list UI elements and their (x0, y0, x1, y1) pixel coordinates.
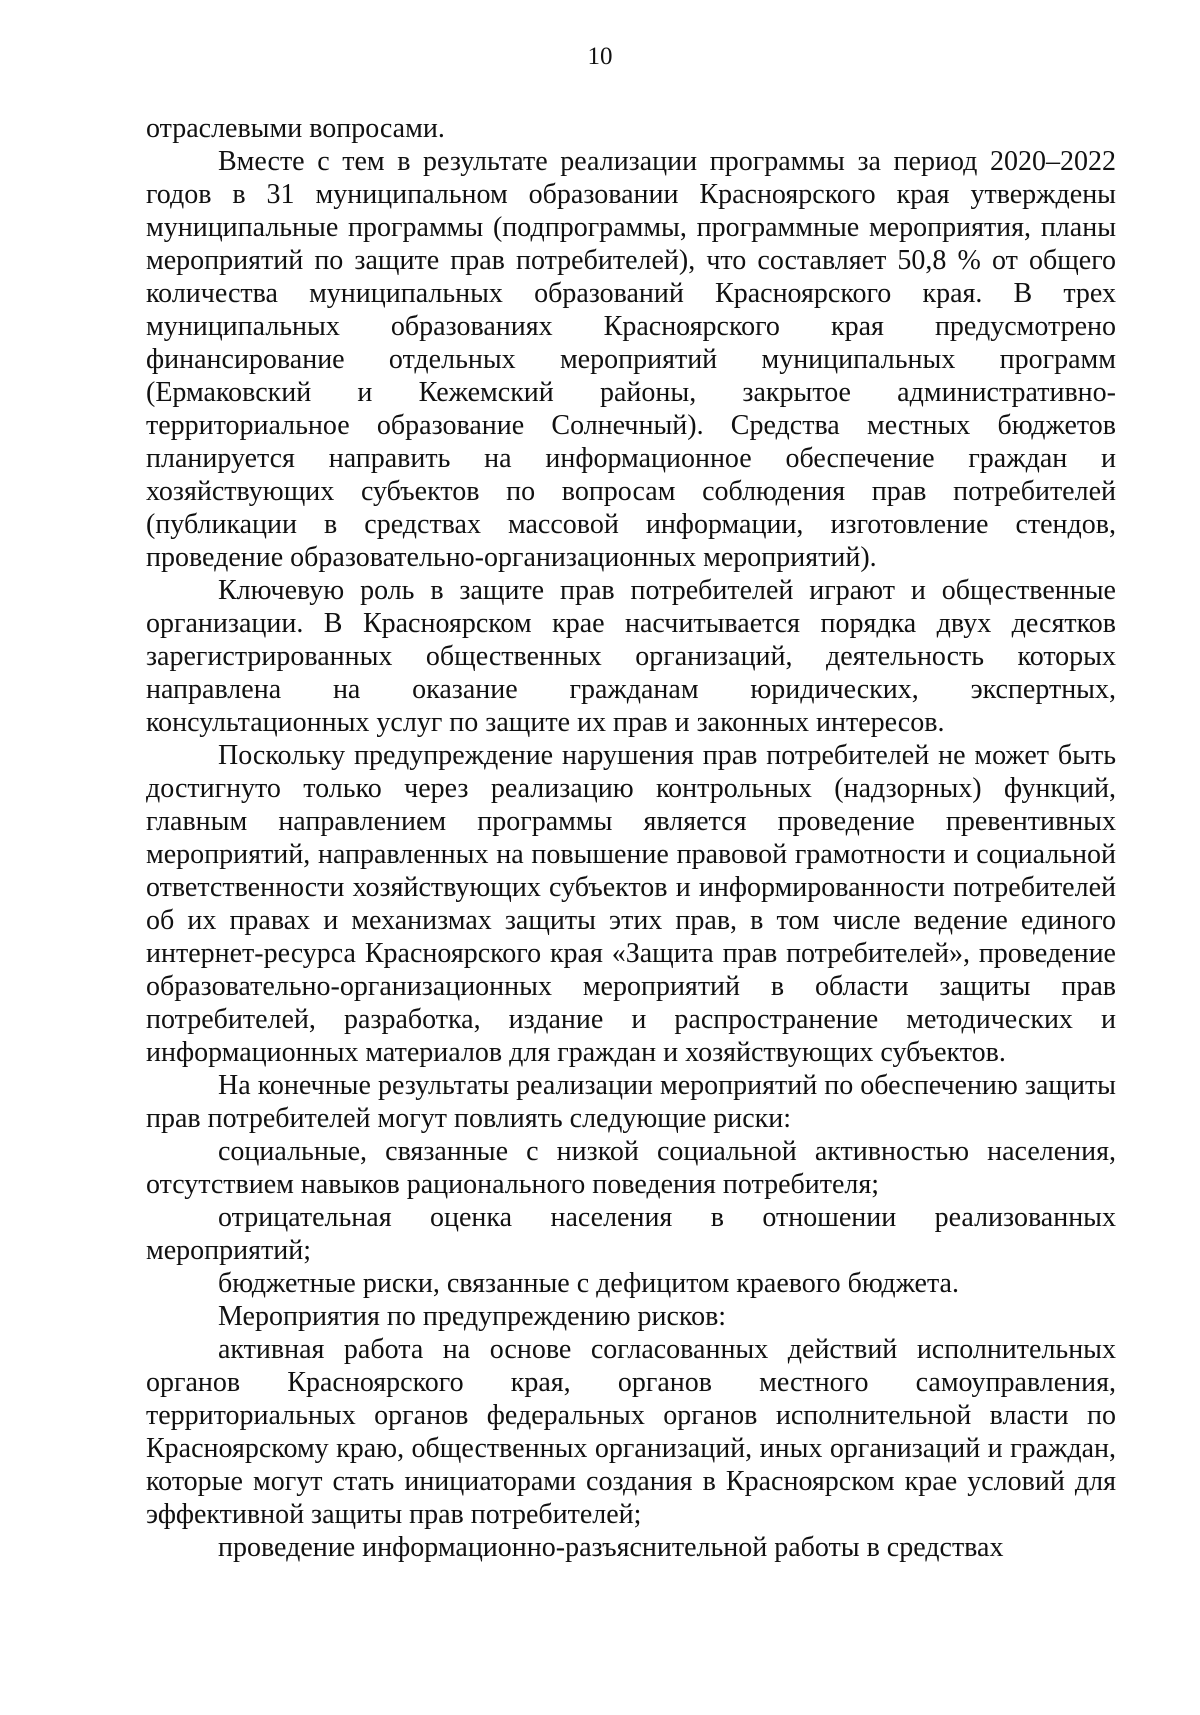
paragraph-public-organizations: Ключевую роль в защите прав потребителей играют и общественные организации. В Красноярском крае насчитывается порядка двух десятков зарегистрированных общественных организаций, деятельность которых направлена на оказание гражданам юридических, экспертных, консультационных услуг по защите их прав и законных интересов. (146, 575, 1116, 738)
paragraph-coordinated-work: активная работа на основе согласованных действий исполнительных органов Красноярского края, органов местного самоуправления, территориальных органов федеральных органов исполнительной власти по Красноярскому краю, общественных организаций, иных организаций и граждан, которые могут стать инициаторами создания в Красноярском крае условий для эффективной защиты прав потребителей; (146, 1334, 1116, 1530)
paragraph-municipal-programs: Вместе с тем в результате реализации программы за период 2020–2022 годов в 31 муниципальном образовании Красноярского края утверждены муниципальные программы (подпрограммы, программные мероприятия, планы мероприятий по защите прав потребителей), что составляет 50,8 % от общего количества муниципальных образований Красноярского края. В трех муниципальных образованиях Красноярского края предусмотрено финансирование отдельных мероприятий муниципальных программ (Ермаковский и Кежемский районы, закрытое административно-территориальное образование Солнечный). Средства местных бюджетов планируется направить на информационное обеспечение граждан и хозяйствующих субъектов по вопросам соблюдения прав потребителей (публикации в средствах массовой информации, изготовление стендов, проведение образовательно-организационных мероприятий). (146, 146, 1116, 573)
paragraph-risks-intro: На конечные результаты реализации мероприятий по обеспечению защиты прав потребителей могут повлиять следующие риски: (146, 1070, 1116, 1134)
paragraph-risk-budget: бюджетные риски, связанные с дефицитом краевого бюджета. (218, 1268, 959, 1299)
paragraph-preventive-measures: Поскольку предупреждение нарушения прав потребителей не может быть достигнуто только через реализацию контрольных (надзорных) функций, главным направлением программы является проведение превентивных мероприятий, направленных на повышение правовой грамотности и социальной ответственности хозяйствующих субъектов и информированности потребителей об их правах и механизмах защиты этих прав, в том числе ведение единого интернет-ресурса Красноярского края «Защита прав потребителей», проведение образовательно-организационных мероприятий в области защиты прав потребителей, разработка, издание и распространение методических и информационных материалов для граждан и хозяйствующих субъектов. (146, 740, 1116, 1068)
paragraph-information-work: проведение информационно-разъяснительной работы в средствах (218, 1532, 1004, 1563)
page-number: 10 (587, 43, 613, 70)
document-body (146, 112, 1116, 1564)
paragraph-risk-negative-assessment: отрицательная оценка населения в отношении реализованных мероприятий; (146, 1202, 1116, 1266)
paragraph-continuation: отраслевыми вопросами. (146, 113, 445, 144)
paragraph-risk-social: социальные, связанные с низкой социальной активностью населения, отсутствием навыков рационального поведения потребителя; (146, 1136, 1116, 1200)
paragraph-risk-prevention-intro: Мероприятия по предупреждению рисков: (218, 1301, 727, 1332)
